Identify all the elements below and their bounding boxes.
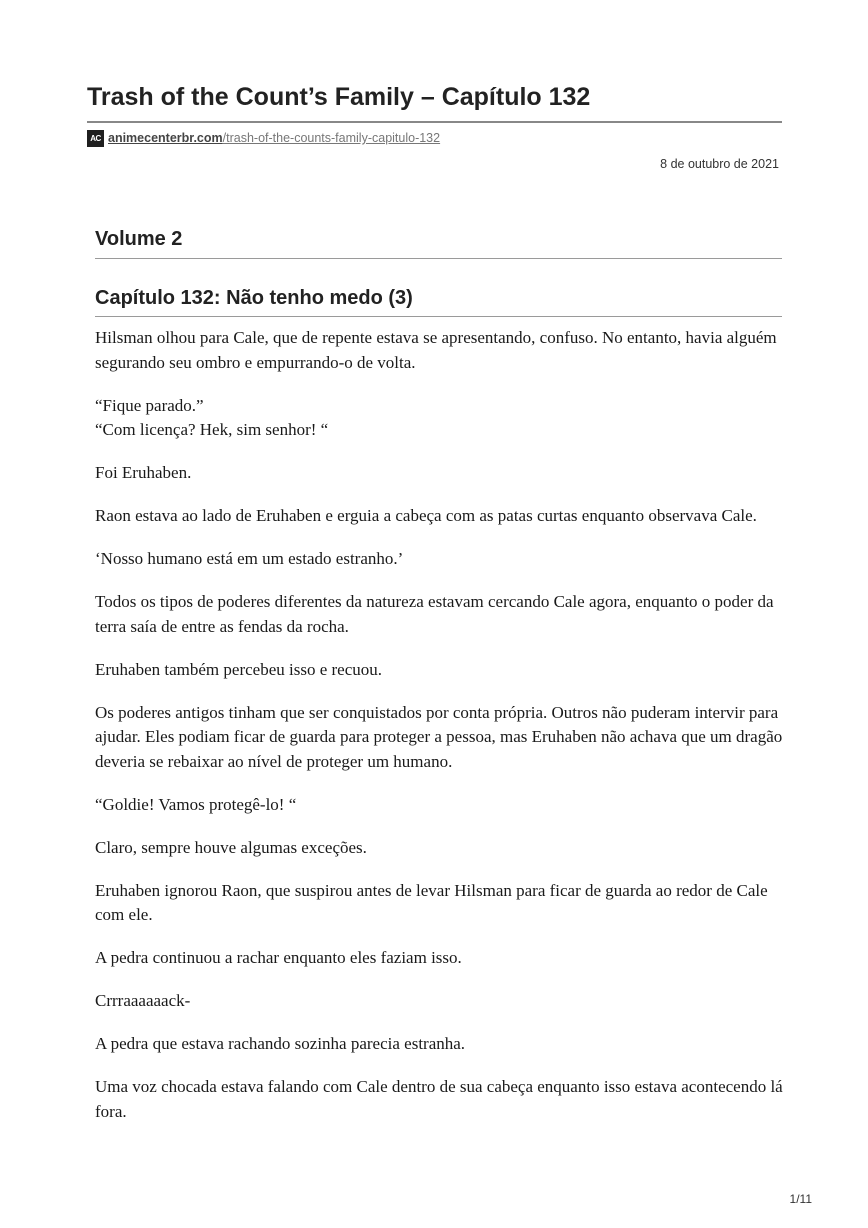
paragraph-line: Foi Eruhaben. bbox=[95, 463, 192, 482]
paragraph-line: “Com licença? Hek, sim senhor! “ bbox=[95, 420, 329, 439]
body-paragraph bbox=[95, 989, 785, 1014]
page-title: Trash of the Count’s Family – Capítulo 132 bbox=[87, 83, 591, 111]
volume-heading: Volume 2 bbox=[95, 228, 183, 250]
paragraph-line: “Fique parado.” bbox=[95, 395, 204, 415]
paragraph-line: Raon estava ao lado de Eruhaben e erguia a cabeça com as patas curtas enquanto observava Cale. bbox=[95, 506, 757, 525]
paragraph-line: Eruhaben também percebeu isso e recuou. bbox=[95, 659, 382, 679]
paragraph-line: “Goldie! Vamos protegê-lo! “ bbox=[95, 794, 297, 814]
body-paragraph bbox=[95, 504, 785, 529]
source-line bbox=[87, 129, 440, 147]
paragraph-line: A pedra que estava rachando sozinha parecia estranha. bbox=[95, 1034, 466, 1053]
source-link-domain[interactable]: animecenterbr.com bbox=[108, 131, 223, 145]
paragraph-line: Hilsman olhou para Cale, que de repente estava se apresentando, confuso. No entanto, havia alguém segurando seu ombro e empurrando-o de volta. bbox=[95, 328, 777, 372]
body-paragraph bbox=[95, 658, 785, 683]
volume-divider bbox=[95, 258, 782, 259]
source-link-path[interactable]: /trash-of-the-counts-family-capitulo-132 bbox=[222, 131, 441, 145]
body-paragraph bbox=[95, 461, 785, 486]
body-paragraph bbox=[95, 793, 785, 818]
body-paragraph bbox=[95, 946, 785, 971]
body-paragraph bbox=[95, 394, 785, 443]
paragraph-line: Uma voz chocada estava falando com Cale dentro de sua cabeça enquanto isso estava acontecendo lá fora. bbox=[95, 1077, 783, 1121]
body-paragraph bbox=[95, 326, 785, 375]
body-paragraph bbox=[95, 1032, 785, 1057]
paragraph-line: Todos os tipos de poderes diferentes da natureza estavam cercando Cale agora, enquanto o poder da terra saía de entre as fendas da rocha. bbox=[95, 592, 774, 636]
publish-date: 8 de outubro de 2021 bbox=[660, 157, 779, 171]
paragraph-line: Crrraaaaaack- bbox=[95, 991, 191, 1010]
body-paragraph bbox=[95, 836, 785, 861]
site-favicon-icon: AC bbox=[87, 130, 104, 147]
chapter-body bbox=[95, 326, 785, 1143]
page-number: 1/11 bbox=[789, 1192, 812, 1206]
body-paragraph bbox=[95, 1075, 785, 1124]
paragraph-line: Eruhaben ignorou Raon, que suspirou antes de levar Hilsman para ficar de guarda ao redor de Cale com ele. bbox=[95, 880, 768, 924]
body-paragraph bbox=[95, 879, 785, 928]
paragraph-line: ‘Nosso humano está em um estado estranho.’ bbox=[95, 549, 404, 568]
paragraph-line: Os poderes antigos tinham que ser conquistados por conta própria. Outros não puderam intervir para ajudar. Eles podiam ficar de guarda para proteger a pessoa, mas Eruhaben não achava que um dragão deveria se rebaixar ao nível de proteger um humano. bbox=[95, 702, 783, 771]
chapter-divider bbox=[95, 316, 782, 317]
body-paragraph bbox=[95, 701, 785, 775]
chapter-heading: Capítulo 132: Não tenho medo (3) bbox=[95, 287, 413, 309]
body-paragraph bbox=[95, 547, 785, 572]
body-paragraph bbox=[95, 590, 785, 639]
title-divider bbox=[87, 121, 782, 123]
paragraph-line: Claro, sempre houve algumas exceções. bbox=[95, 837, 367, 857]
paragraph-line: A pedra continuou a rachar enquanto eles faziam isso. bbox=[95, 948, 462, 967]
